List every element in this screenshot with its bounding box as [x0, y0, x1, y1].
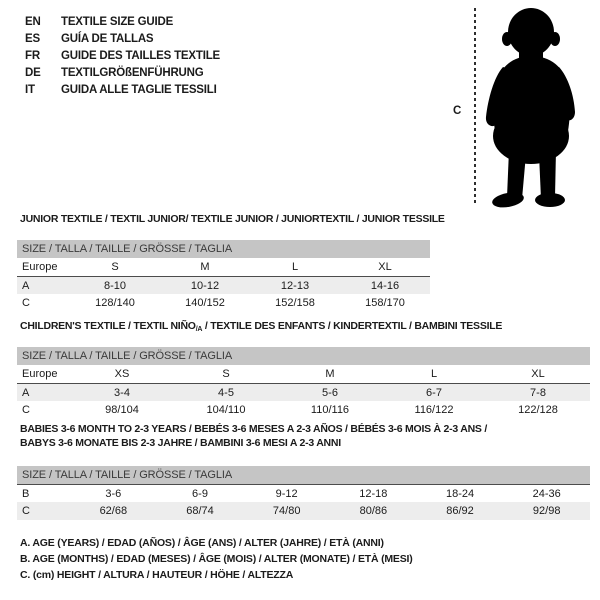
- size-cell: 140/152: [185, 297, 225, 309]
- table-row: [17, 258, 430, 276]
- size-cell: 24-36: [532, 487, 561, 500]
- size-cell: 10-12: [190, 279, 220, 292]
- size-cell: 74/80: [272, 505, 301, 517]
- language-row: [25, 30, 220, 47]
- language-code: IT: [25, 83, 35, 96]
- size-cell: XL: [531, 368, 545, 380]
- size-cell: 12-18: [359, 487, 388, 500]
- table-size-header: SIZE / TALLA / TAILLE / GRÖSSE / TAGLIA: [17, 347, 590, 365]
- section-title-subscript: /A: [195, 326, 203, 333]
- size-cell: 3-6: [105, 487, 122, 500]
- language-code: FR: [25, 49, 40, 62]
- section-title-line: BABYS 3-6 MONATE BIS 2-3 JAHRE / BAMBINI 3-6 MESI A 2-3 ANNI: [20, 437, 341, 449]
- size-cell: 7-8: [530, 386, 546, 399]
- size-cell: 158/170: [365, 297, 405, 309]
- language-row: [25, 47, 220, 64]
- table-row: [17, 276, 430, 294]
- size-cell: 8-10: [103, 279, 127, 292]
- size-cell: 68/74: [186, 505, 214, 517]
- size-cell: 122/128: [518, 404, 558, 416]
- size-cell: 152/158: [275, 297, 315, 309]
- table-row: [17, 365, 590, 383]
- row-label: B: [22, 487, 30, 500]
- language-label: TEXTILE SIZE GUIDE: [61, 15, 174, 28]
- size-cell: 4-5: [218, 386, 234, 399]
- section-title-text: CHILDREN'S TEXTILE / TEXTIL NIÑO: [20, 320, 196, 332]
- size-cell: S: [111, 261, 119, 273]
- row-label: Europe: [22, 368, 58, 380]
- table-size-header: SIZE / TALLA / TAILLE / GRÖSSE / TAGLIA: [17, 466, 590, 484]
- table-row: [17, 502, 590, 520]
- size-cell: 14-16: [370, 279, 400, 292]
- children-size-table: [17, 347, 590, 419]
- size-cell: 12-13: [280, 279, 310, 292]
- height-measure-label: C: [453, 105, 462, 117]
- language-row: [25, 64, 220, 81]
- babies-size-table: [17, 466, 590, 520]
- size-cell: 80/86: [359, 505, 388, 517]
- size-cell: 3-4: [114, 386, 130, 399]
- size-cell: 98/104: [105, 404, 139, 416]
- babies-section-title: [20, 422, 487, 450]
- language-label: GUIDA ALLE TAGLIE TESSILI: [61, 83, 217, 96]
- size-cell: 6-7: [426, 386, 442, 399]
- section-title-line: BABIES 3-6 MONTH TO 2-3 YEARS / BEBÉS 3-6 MESES A 2-3 AÑOS / BÉBÉS 3-6 MOIS À 2-3 ANS /: [20, 423, 488, 435]
- language-row: [25, 13, 220, 30]
- language-label: GUIDE DES TAILLES TEXTILE: [61, 49, 220, 62]
- size-cell: L: [291, 261, 299, 273]
- size-cell: 62/68: [99, 505, 128, 517]
- size-cell: 18-24: [445, 487, 475, 500]
- junior-size-table: [17, 240, 430, 312]
- height-measure-line: [474, 8, 476, 206]
- footnotes: [20, 535, 413, 583]
- language-row: [25, 81, 220, 98]
- language-code: DE: [25, 66, 41, 79]
- size-cell: L: [430, 368, 438, 380]
- row-label: A: [22, 279, 30, 292]
- size-cell: S: [222, 368, 230, 380]
- size-cell: 9-12: [275, 487, 298, 500]
- row-label: C: [22, 297, 30, 309]
- footnote: C. (cm) HEIGHT / ALTURA / HAUTEUR / HÖHE / ALTEZZA: [20, 569, 294, 581]
- children-section-title: [20, 319, 502, 337]
- table-row: [17, 383, 590, 401]
- size-cell: 86/92: [446, 505, 474, 517]
- size-cell: XL: [378, 261, 392, 273]
- table-size-header: SIZE / TALLA / TAILLE / GRÖSSE / TAGLIA: [17, 240, 430, 258]
- language-label: GUÍA DE TALLAS: [61, 32, 154, 45]
- junior-section-title: JUNIOR TEXTILE / TEXTIL JUNIOR/ TEXTILE JUNIOR / JUNIORTEXTIL / JUNIOR TESSILE: [20, 213, 445, 225]
- size-cell: 116/122: [414, 404, 454, 416]
- footnote: A. AGE (YEARS) / EDAD (AÑOS) / ÂGE (ANS) / ALTER (JAHRE) / ETÀ (ANNI): [20, 537, 384, 549]
- row-label: C: [22, 404, 30, 416]
- footnote: B. AGE (MONTHS) / EDAD (MESES) / ÂGE (MOIS) / ALTER (MONATE) / ETÀ (MESI): [20, 553, 413, 565]
- row-label: A: [22, 386, 30, 399]
- size-cell: 104/110: [206, 404, 246, 416]
- size-cell: 5-6: [322, 386, 338, 399]
- row-label: C: [22, 505, 30, 517]
- language-code: ES: [25, 32, 40, 45]
- language-list: [25, 13, 220, 98]
- size-cell: XS: [114, 368, 130, 380]
- language-code: EN: [25, 15, 41, 28]
- size-cell: M: [325, 368, 335, 380]
- size-cell: 110/116: [310, 404, 350, 416]
- row-label: Europe: [22, 261, 58, 273]
- table-row: [17, 294, 430, 312]
- table-row: [17, 484, 590, 502]
- language-label: TEXTILGRÖßENFÜHRUNG: [61, 66, 204, 79]
- size-cell: 6-9: [192, 487, 208, 500]
- size-cell: 128/140: [95, 297, 135, 309]
- table-row: [17, 401, 590, 419]
- baby-silhouette-icon: [481, 7, 585, 208]
- size-cell: 92/98: [532, 505, 561, 517]
- section-title-text: / TEXTILE DES ENFANTS / KINDERTEXTIL / BAMBINI TESSILE: [202, 320, 503, 332]
- size-cell: M: [200, 261, 210, 273]
